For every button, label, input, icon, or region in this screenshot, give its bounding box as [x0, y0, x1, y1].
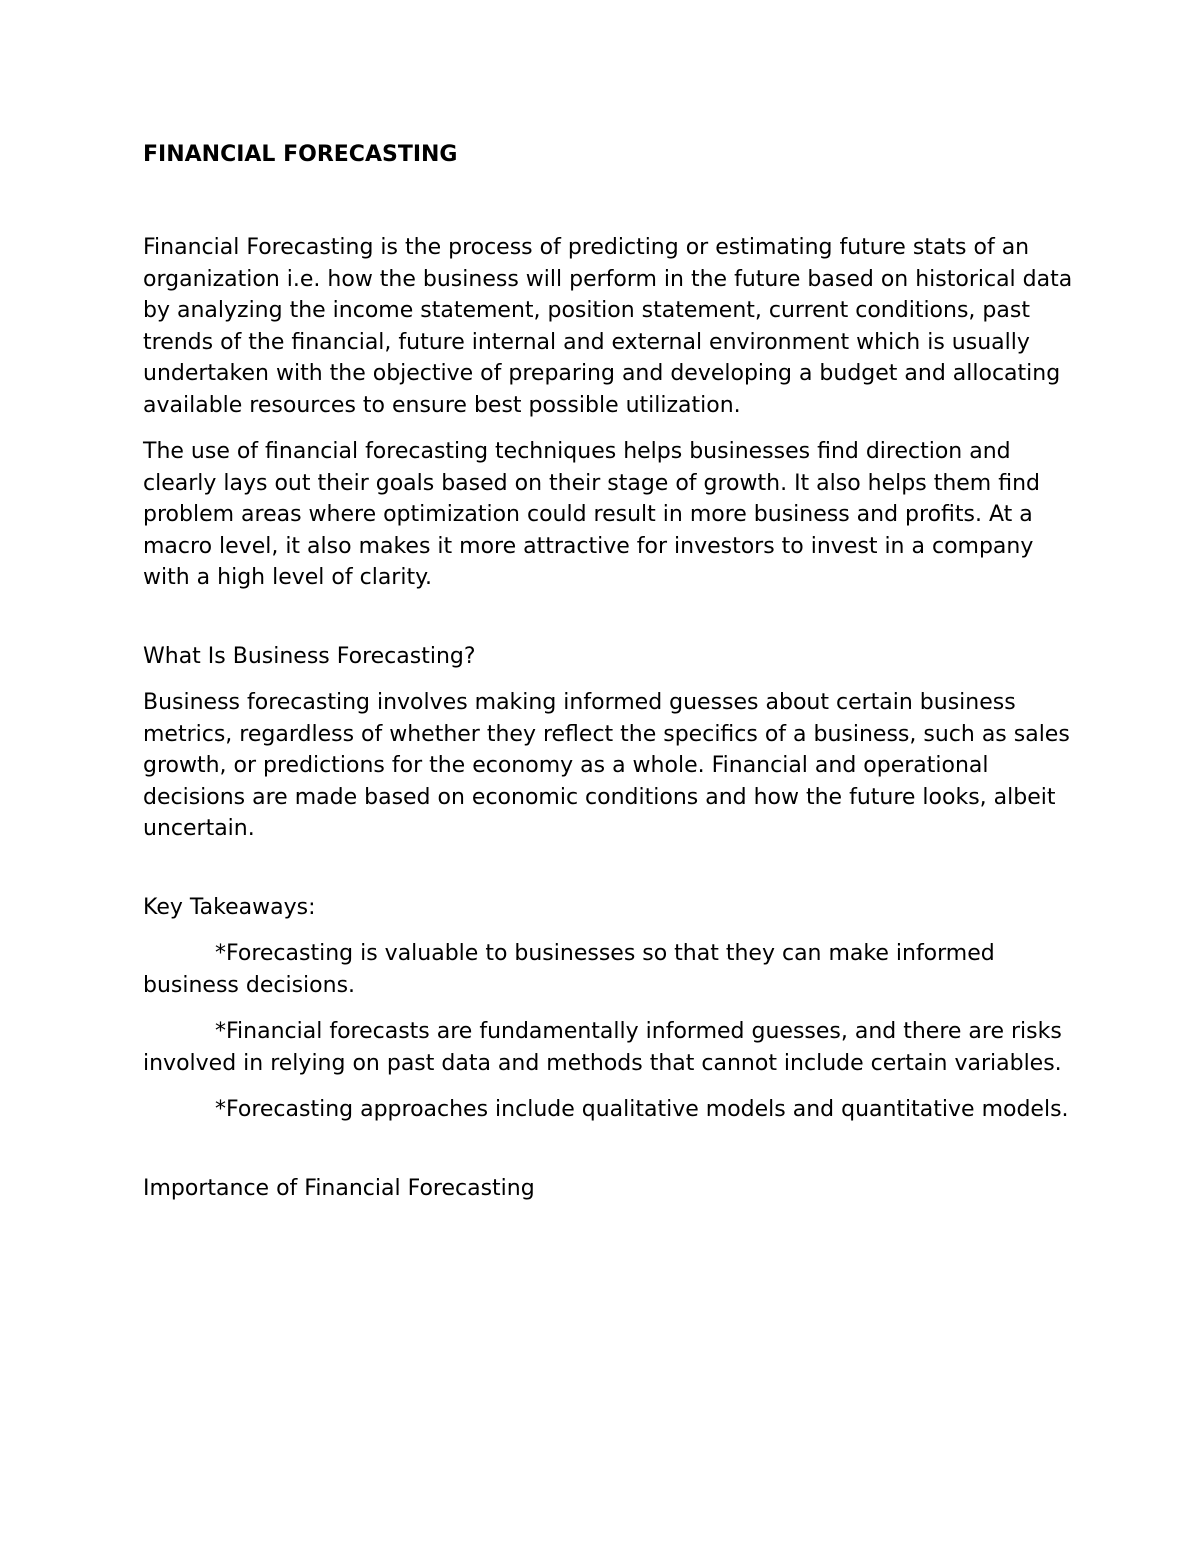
spacer: [143, 845, 1078, 892]
spacer: [143, 1001, 1078, 1016]
document-page: [143, 138, 1078, 1204]
takeaway-item: *Forecasting is valuable to businesses so that they can make informed business decisions.: [143, 941, 995, 998]
key-takeaways-heading: Key Takeaways:: [143, 894, 316, 920]
business-forecasting-paragraph: Business forecasting involves making informed guesses about certain business metrics, regardless of whether they reflect the specifics of a business, such as sales growth, or predictions for the economy as a whole. Financial and operational decisions are made based on economic conditions and how the future looks, albeit uncertain.: [143, 690, 1070, 841]
takeaway-item: *Forecasting approaches include qualitative models and quantitative models.: [215, 1097, 1069, 1122]
spacer: [143, 672, 1078, 687]
spacer: [143, 594, 1078, 641]
spacer: [143, 172, 1078, 232]
business-forecasting-heading: What Is Business Forecasting?: [143, 643, 476, 669]
importance-heading: Importance of Financial Forecasting: [143, 1175, 535, 1201]
document-title: FINANCIAL FORECASTING: [143, 142, 458, 167]
spacer: [143, 421, 1078, 436]
spacer: [143, 1079, 1078, 1094]
spacer: [143, 1126, 1078, 1173]
intro-paragraph-2: The use of financial forecasting techniques helps businesses find direction and clearly lays out their goals based on their stage of growth. It also helps them find problem areas where optimization could result in more business and profits. At a macro level, it also makes it more attractive for investors to invest in a company with a high level of clarity.: [143, 439, 1040, 590]
spacer: [143, 923, 1078, 938]
intro-paragraph-1: Financial Forecasting is the process of predicting or estimating future stats of an organization i.e. how the business will perform in the future based on historical data by analyzing the income statement, position statement, current conditions, past trends of the financial, future internal and external environment which is usually undertaken with the objective of preparing and developing a budget and allocating available resources to ensure best possible utilization.: [143, 235, 1073, 418]
takeaway-item: *Financial forecasts are fundamentally informed guesses, and there are risks involved in relying on past data and methods that cannot include certain variables.: [143, 1019, 1062, 1076]
